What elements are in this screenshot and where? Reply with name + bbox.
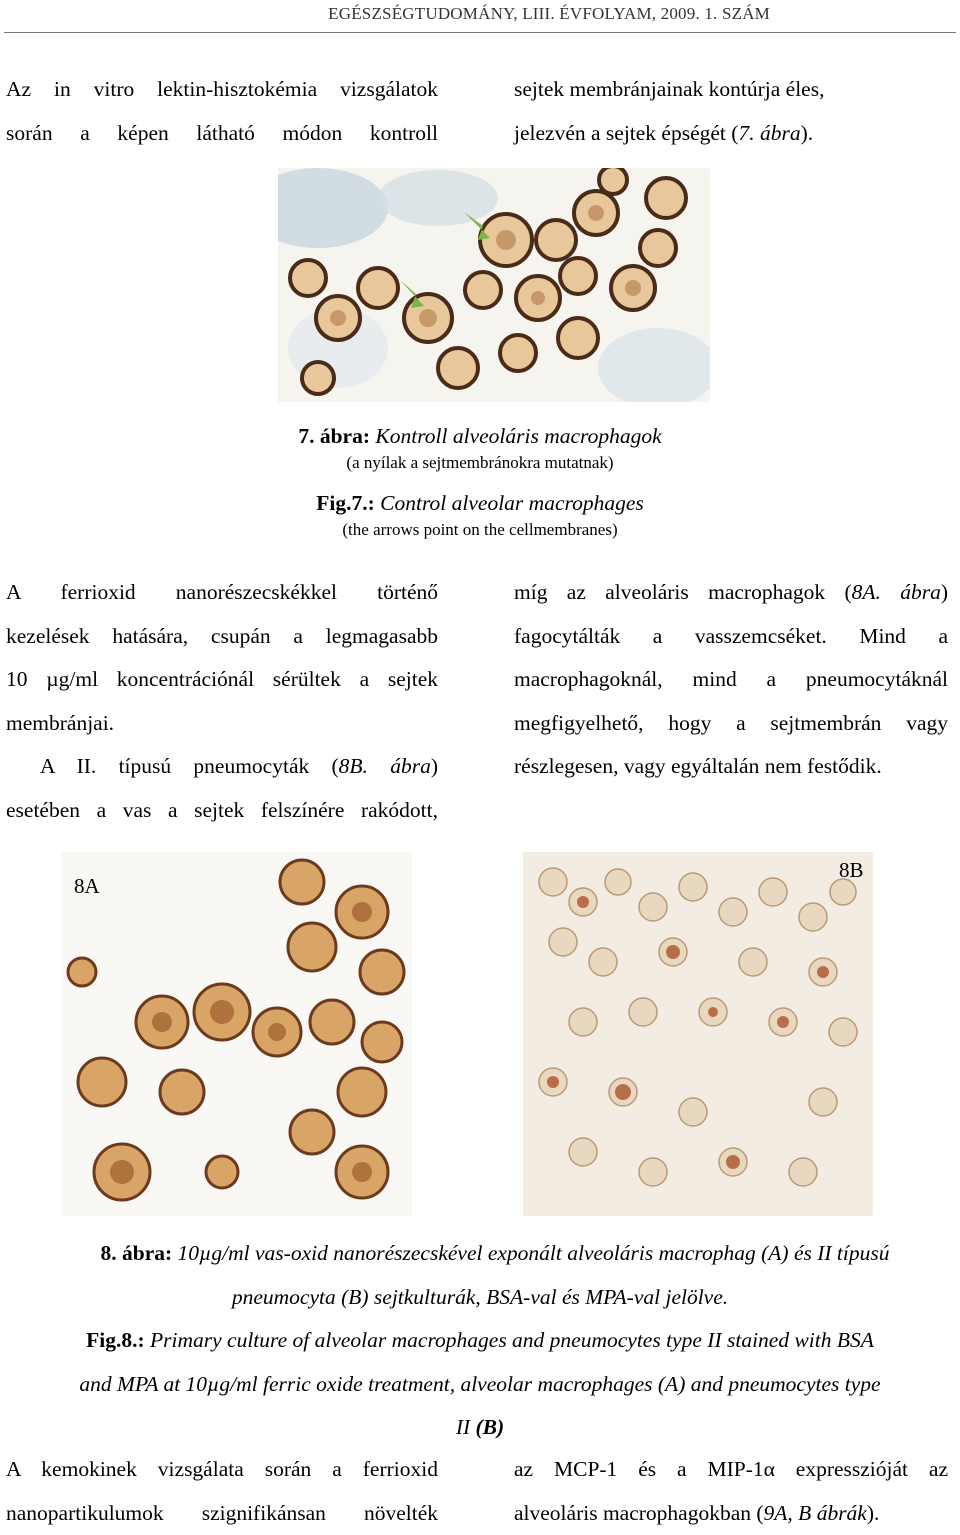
caption-note: (a nyílak a sejtmembránokra mutatnak) <box>0 453 960 473</box>
figure-ref-8b: 8B. ábra <box>339 754 431 778</box>
caption-note-en: (the arrows point on the cellmembranes) <box>0 520 960 540</box>
body1-right-line-5: részlegesen, vagy egyáltalán nem festődik. <box>514 745 948 789</box>
caption-text: 10µg/ml vas-oxid nanorészecskével exponált alveoláris macrophag (A) és II típusú <box>178 1241 890 1265</box>
intro-left-line-1: Az in vitro lektin-hisztokémia vizsgálatok <box>6 68 438 112</box>
figure-8-caption <box>0 1232 960 1450</box>
intro-left-column <box>6 68 438 155</box>
intro-left-line-2: során a képen látható módon kontroll <box>6 112 438 156</box>
body2-left-line-1: A kemokinek vizsgálata során a ferrioxid <box>6 1448 438 1492</box>
body1-right-line-1: míg az alveoláris macrophagok (8A. ábra) <box>514 571 948 615</box>
body1-right-line-3: macrophagoknál, mind a pneumocytáknál <box>514 658 948 702</box>
body1-right-line-2: fagocytálták a vasszemcséket. Mind a <box>514 615 948 659</box>
body2-right-line-1: az MCP-1 és a MIP-1α expresszióját az <box>514 1448 948 1492</box>
caption-title: Kontroll alveoláris macrophagok <box>375 424 661 448</box>
panel-label-8a: 8A <box>74 874 100 899</box>
caption-text: pneumocyta (B) sejtkulturák, BSA-val és MPA-val jelölve. <box>232 1285 728 1309</box>
caption-label: 7. ábra: <box>298 424 370 448</box>
body2-right-column <box>514 1448 948 1535</box>
running-header: EGÉSZSÉGTUDOMÁNY, LIII. ÉVFOLYAM, 2009. 1. SZÁM <box>0 4 960 24</box>
caption-label-en: Fig.8.: <box>86 1328 145 1352</box>
body1-right-line-4: megfigyelhető, hogy a sejtmembrán vagy <box>514 702 948 746</box>
intro-right-line-2: jelezvén a sejtek épségét (7. ábra). <box>514 112 948 156</box>
panel-label-8b: 8B <box>839 858 864 883</box>
body1-left-line-6: esetében a vas a sejtek felszínére rakódott, <box>6 789 438 833</box>
micrograph-control-macrophages <box>278 168 710 402</box>
caption-label: 8. ábra: <box>100 1241 172 1265</box>
micrograph-macrophages <box>62 852 412 1216</box>
body1-left-line-5: A II. típusú pneumocyták (8B. ábra) <box>6 745 438 789</box>
body1-left-line-4: membránjai. <box>6 702 438 746</box>
caption-text-en: Primary culture of alveolar macrophages and pneumocytes type II stained with BSA <box>150 1328 874 1352</box>
intro-right-line-1: sejtek membránjainak kontúrja éles, <box>514 68 948 112</box>
figure-7-micrograph <box>278 168 710 402</box>
body1-left-line-2: kezelések hatására, csupán a legmagasabb <box>6 615 438 659</box>
figure-7-caption <box>0 424 960 540</box>
figure-ref-9: 9A, B ábrák <box>764 1501 867 1525</box>
body1-right-column <box>514 571 948 789</box>
caption-text-en: II <box>456 1415 470 1439</box>
body2-right-line-2: alveoláris macrophagokban (9A, B ábrák). <box>514 1492 948 1535</box>
caption-text-en: and MPA at 10µg/ml ferric oxide treatment, alveolar macrophages (A) and pneumocytes type <box>79 1372 880 1396</box>
figure-ref-8a: 8A. ábra <box>852 580 941 604</box>
caption-text-en-bold: (B) <box>476 1415 505 1439</box>
figure-8b-micrograph <box>523 852 873 1216</box>
body2-left-line-2: nanopartikulumok szignifikánsan növelték <box>6 1492 438 1535</box>
micrograph-pneumocytes <box>523 852 873 1216</box>
body1-left-column <box>6 571 438 832</box>
figure-8a-micrograph <box>62 852 412 1216</box>
caption-title-en: Control alveolar macrophages <box>380 491 644 515</box>
body1-left-line-3: 10 µg/ml koncentrációnál sérültek a sejtek <box>6 658 438 702</box>
body1-left-line-1: A ferrioxid nanorészecskékkel történő <box>6 571 438 615</box>
header-rule <box>4 32 956 33</box>
intro-right-column <box>514 68 948 155</box>
figure-ref-7: 7. ábra <box>738 121 800 145</box>
caption-label-en: Fig.7.: <box>316 491 375 515</box>
body2-left-column <box>6 1448 438 1535</box>
